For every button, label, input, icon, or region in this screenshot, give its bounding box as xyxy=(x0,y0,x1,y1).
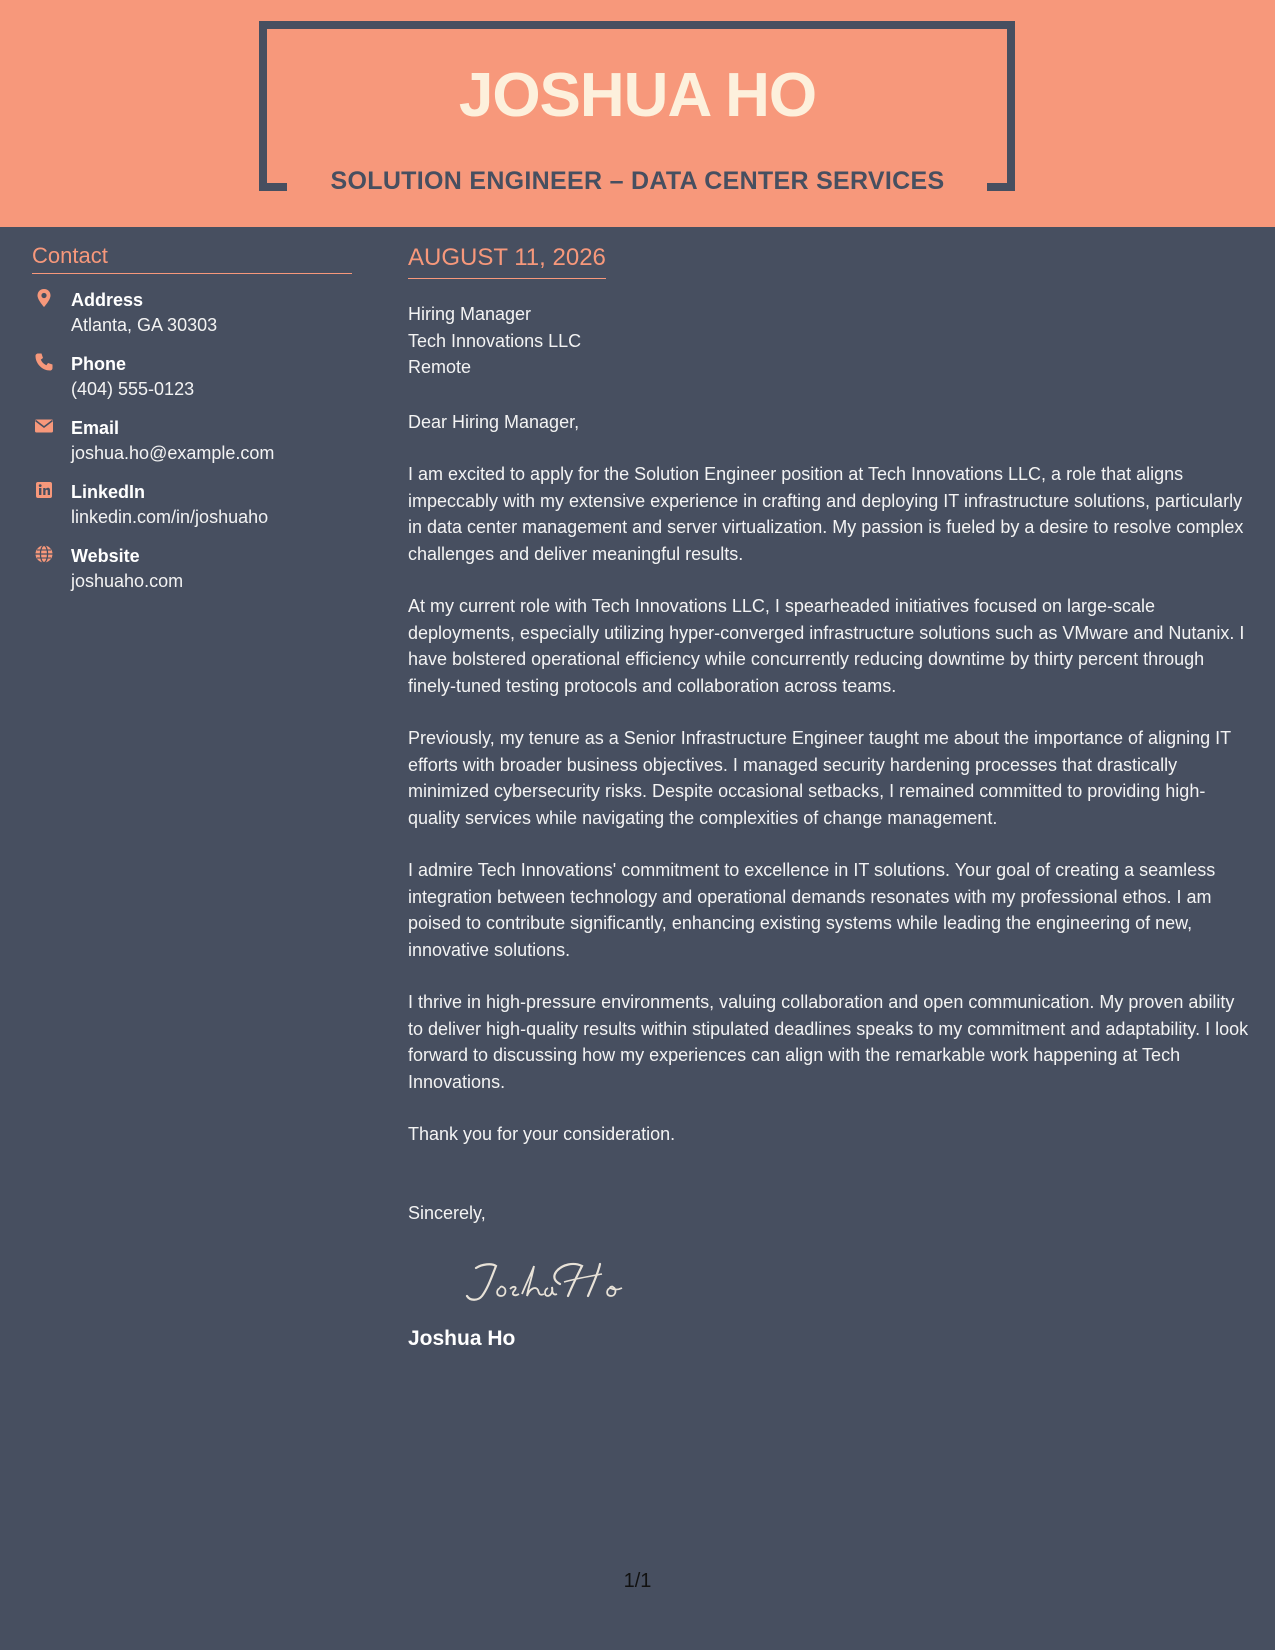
contact-label: Website xyxy=(71,546,140,566)
header-banner xyxy=(0,0,1275,227)
letter-date: AUGUST 11, 2026 xyxy=(408,244,606,279)
handwritten-signature xyxy=(452,1254,652,1306)
contact-linkedin xyxy=(32,480,352,530)
letter-paragraph: I am excited to apply for the Solution Engineer position at Tech Innovations LLC, a role that aligns impeccably with my extensive experience in crafting and deploying IT infrastructure solutions, particularly in data center management and server virtualization. My passion is fueled by a desire to resolve complex challenges and deliver meaningful results. xyxy=(408,464,1244,564)
letter-body xyxy=(408,244,1250,1351)
recipient-line: Remote xyxy=(408,357,472,377)
recipient-block xyxy=(408,301,1250,381)
contact-label: Address xyxy=(71,290,144,310)
contact-label: LinkedIn xyxy=(71,482,146,502)
contact-value: (404) 555-0123 xyxy=(71,379,195,399)
closing-line: Sincerely, xyxy=(408,1202,486,1223)
contact-website xyxy=(32,544,352,594)
contact-heading: Contact xyxy=(32,243,352,274)
page-number: 1/1 xyxy=(623,1570,652,1592)
contact-phone xyxy=(32,352,352,402)
thanks-line: Thank you for your consideration. xyxy=(408,1124,676,1144)
envelope-icon xyxy=(34,416,54,436)
contact-value: linkedin.com/in/joshuaho xyxy=(71,507,269,527)
contact-label: Email xyxy=(71,418,120,438)
recipient-line: Tech Innovations LLC xyxy=(408,330,582,351)
linkedin-icon xyxy=(34,480,54,500)
contact-email xyxy=(32,416,352,466)
letter-paragraph: I thrive in high-pressure environments, valuing collaboration and open communication. My proven ability to deliver high-quality results within stipulated deadlines speaks to my commitment and adaptability. I look forward to discussing how my experiences can align with the remarkable work happening at Tech Innovations. xyxy=(408,992,1249,1092)
letter-paragraph: I admire Tech Innovations' commitment to excellence in IT solutions. Your goal of creating a seamless integration between technology and operational demands resonates with my professional ethos. I am poised to contribute significantly, enhancing existing systems while leading the engineering of new, innovative solutions. xyxy=(408,860,1216,960)
salutation: Dear Hiring Manager, xyxy=(408,411,580,432)
map-pin-icon xyxy=(34,288,54,308)
job-title: SOLUTION ENGINEER – DATA CENTER SERVICES xyxy=(330,167,945,195)
contact-sidebar xyxy=(32,243,352,594)
letter-paragraph: At my current role with Tech Innovations LLC, I spearheaded initiatives focused on large-scale deployments, especially utilizing hyper-converged infrastructure solutions such as VMware and Nutanix. I have bolstered operational efficiency while concurrently reducing downtime by thirty percent through finely-tuned testing protocols and collaboration across teams. xyxy=(408,596,1245,696)
recipient-line: Hiring Manager xyxy=(408,304,532,324)
contact-value: Atlanta, GA 30303 xyxy=(71,315,218,335)
contact-value: joshuaho.com xyxy=(71,571,184,591)
contact-label: Phone xyxy=(71,354,127,374)
letter-paragraph: Previously, my tenure as a Senior Infrastructure Engineer taught me about the importance of aligning IT efforts with broader business objectives. I managed security hardening processes that drastically minimized cybersecurity risks. Despite occasional setbacks, I remained committed to providing high-quality services while navigating the complexities of change management. xyxy=(408,728,1231,828)
contact-value: joshua.ho@example.com xyxy=(71,443,275,463)
phone-icon xyxy=(34,352,54,372)
applicant-name: JOSHUA HO xyxy=(458,61,817,130)
contact-address xyxy=(32,288,352,338)
globe-icon xyxy=(34,544,54,564)
signed-name: Joshua Ho xyxy=(408,1327,516,1350)
